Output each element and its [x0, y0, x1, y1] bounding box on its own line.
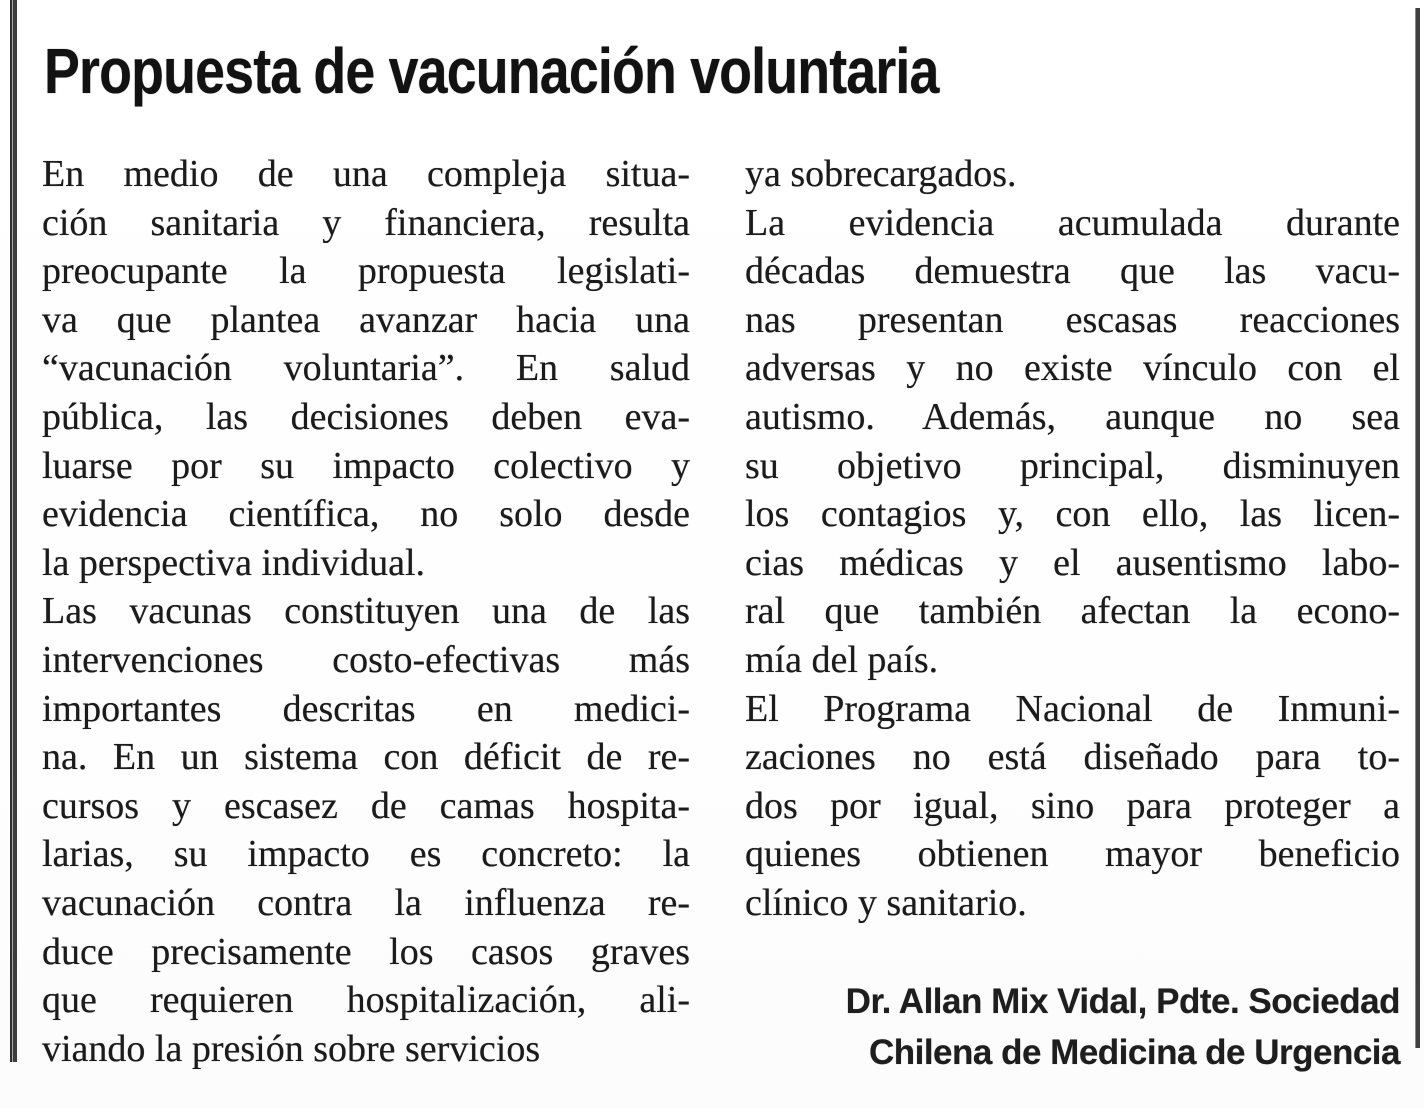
- text-line: que requieren hospitalización, ali-: [42, 979, 690, 1022]
- text-line: cursos y escasez de camas hospita-: [42, 784, 690, 827]
- text-line: Las vacunas constituyen una de las: [42, 590, 690, 633]
- text-line: clínico y sanitario.: [745, 881, 1027, 924]
- text-line: luarse por su impacto colectivo y: [42, 444, 690, 487]
- text-line: “vacunación voluntaria”. En salud: [42, 347, 690, 390]
- signature-line: Chilena de Medicina de Urgencia: [868, 1033, 1400, 1072]
- signature: [745, 976, 1400, 1078]
- text-line: vacunación contra la influenza re-: [42, 881, 690, 924]
- text-line: la perspectiva individual.: [42, 541, 426, 584]
- text-line: autismo. Además, aunque no sea: [745, 395, 1400, 438]
- text-line: quienes obtienen mayor beneficio: [745, 833, 1400, 876]
- text-line: va que plantea avanzar hacia una: [42, 298, 690, 341]
- text-line: ral que también afectan la econo-: [745, 590, 1400, 633]
- text-line: mía del país.: [745, 638, 939, 681]
- text-line: duce precisamente los casos graves: [42, 930, 690, 973]
- text-line: nas presentan escasas reacciones: [745, 298, 1400, 341]
- text-line: pública, las decisiones deben eva-: [42, 395, 690, 438]
- text-line: evidencia científica, no solo desde: [42, 493, 690, 536]
- text-line: los contagios y, con ello, las licen-: [745, 493, 1400, 536]
- text-line: décadas demuestra que las vacu-: [745, 250, 1400, 293]
- text-line: su objetivo principal, disminuyen: [745, 444, 1400, 487]
- column-rule-left: [10, 0, 17, 1062]
- text-line: importantes descritas en medici-: [42, 687, 690, 730]
- text-line: dos por igual, sino para proteger a: [745, 784, 1400, 827]
- text-line: El Programa Nacional de Inmuni-: [745, 687, 1400, 730]
- text-line: La evidencia acumulada durante: [745, 201, 1400, 244]
- article-column-left: [42, 150, 690, 1073]
- text-line: na. En un sistema con déficit de re-: [42, 736, 690, 779]
- text-line: preocupante la propuesta legislati-: [42, 250, 690, 293]
- text-line: cias médicas y el ausentismo labo-: [745, 541, 1400, 584]
- text-line: ción sanitaria y financiera, resulta: [42, 201, 690, 244]
- text-line: larias, su impacto es concreto: la: [42, 833, 690, 876]
- article-title: Propuesta de vacunación voluntaria: [44, 35, 939, 107]
- text-line: zaciones no está diseñado para to-: [745, 736, 1400, 779]
- text-line: intervenciones costo-efectivas más: [42, 638, 690, 681]
- text-line: ya sobrecargados.: [745, 153, 1017, 195]
- text-line: En medio de una compleja situa-: [42, 153, 690, 195]
- text-line: viando la presión sobre servicios: [42, 1027, 541, 1070]
- column-rule-right: [1415, 8, 1420, 1048]
- signature-line: Dr. Allan Mix Vidal, Pdte. Sociedad: [845, 982, 1400, 1021]
- article-column-right: [745, 150, 1400, 928]
- text-line: adversas y no existe vínculo con el: [745, 347, 1400, 390]
